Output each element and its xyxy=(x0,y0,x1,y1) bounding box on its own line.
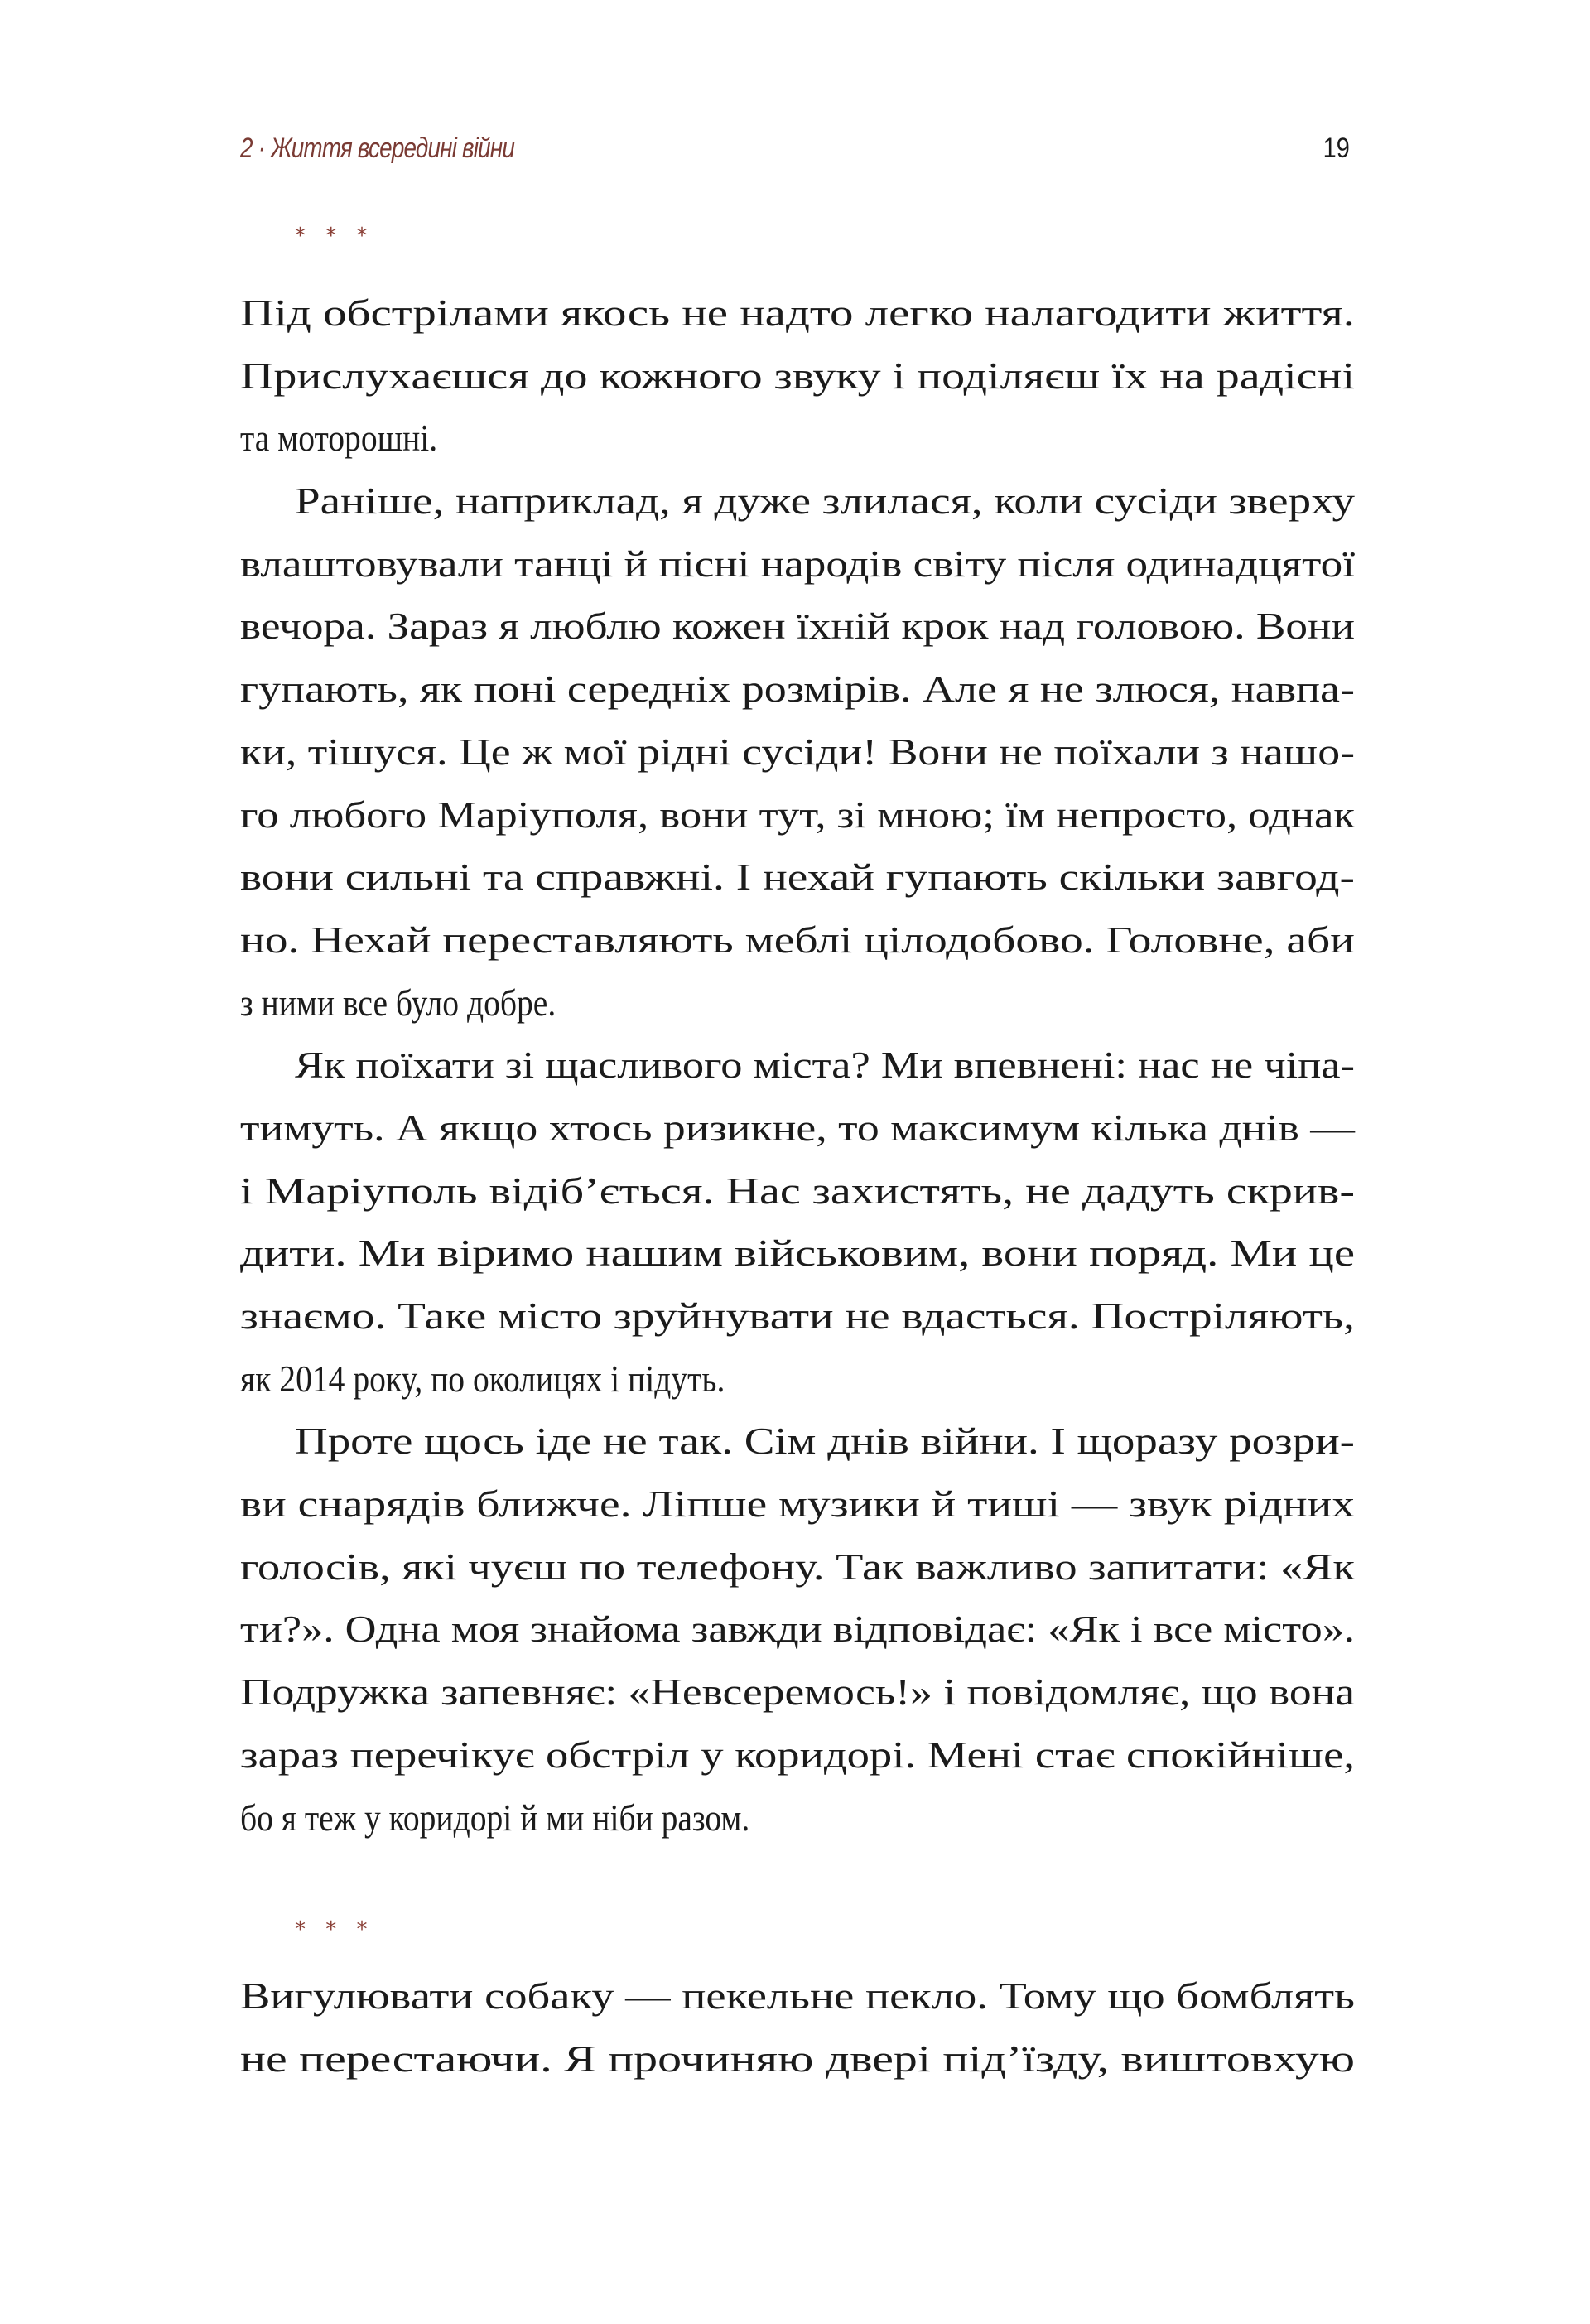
text-line: но. Нехай переставляють меблі цілодобово. Головне, аби xyxy=(240,918,1355,961)
text-line: голосів, які чуєш по телефону. Так важливо запитати: «Як xyxy=(240,1545,1355,1588)
text-line: знаємо. Таке місто зруйнувати не вдасться. Постріляють, xyxy=(240,1295,1355,1337)
text-line: Подружка запевняє: «Невсеремось!» і повідомляє, що вона xyxy=(240,1671,1355,1714)
text-line: вони сильні та справжні. І нехай гупають скільки завгод- xyxy=(240,856,1355,899)
text-line: та моторошні. xyxy=(240,417,438,460)
section-separator-asterism: * * * xyxy=(295,224,374,248)
section-separator-asterism: * * * xyxy=(295,1917,374,1942)
text-line: тимуть. А якщо хтось ризикне, то максимум кілька днів — xyxy=(240,1106,1355,1149)
running-head xyxy=(240,133,1350,174)
text-line: ки, тішуся. Це ж мої рідні сусіди! Вони не поїхали з нашо- xyxy=(240,730,1355,773)
text-line: зараз перечікує обстріл у коридорі. Мені стає спокійніше, xyxy=(240,1733,1355,1776)
text-line: як 2014 року, по околицях і підуть. xyxy=(240,1357,725,1400)
text-line: гупають, як поні середніх розмірів. Але я не злюся, навпа- xyxy=(240,668,1355,711)
text-line: ти?». Одна моя знайома завжди відповідає: «Як і все місто». xyxy=(240,1608,1355,1651)
text-line: влаштовували танці й пісні народів світу після одинадцятої xyxy=(240,542,1355,585)
section-2-text xyxy=(240,1965,1355,2090)
text-line: і Маріуполь відіб’ється. Нас захистять, не дадуть скрив- xyxy=(240,1169,1355,1212)
text-line: Вигулювати собаку — пекельне пекло. Тому що бомблять xyxy=(240,1974,1355,2017)
text-line: го любого Маріуполя, вони тут, зі мною; їм непросто, однак xyxy=(240,793,1355,836)
text-line: Прислухаєшся до кожного звуку і поділяєш їх на радісні xyxy=(240,354,1355,397)
page-number: 19 xyxy=(1323,133,1350,164)
chapter-title: 2 · Життя всередині війни xyxy=(240,133,515,164)
text-line: дити. Ми віримо нашим військовим, вони поряд. Ми це xyxy=(240,1232,1355,1275)
text-line: вечора. Зараз я люблю кожен їхній крок над головою. Вони xyxy=(240,605,1355,648)
text-line: Раніше, наприклад, я дуже злилася, коли сусіди зверху xyxy=(294,480,1355,523)
text-line: ви снарядів ближче. Ліпше музики й тиші — звук рідних xyxy=(240,1483,1355,1526)
text-line: Проте щось іде не так. Сім днів війни. І щоразу розри- xyxy=(294,1420,1355,1463)
text-line: не перестаючи. Я прочиняю двері під’їзду, виштовхую xyxy=(240,2037,1355,2080)
text-line: бо я теж у коридорі й ми ніби разом. xyxy=(240,1796,750,1839)
text-line: Як поїхати зі щасливого міста? Ми впевнені: нас не чіпа- xyxy=(294,1044,1355,1087)
text-line: Під обстрілами якось не надто легко налагодити життя. xyxy=(240,292,1355,334)
section-1-text xyxy=(240,282,1355,1849)
text-line: з ними все було добре. xyxy=(240,981,556,1024)
